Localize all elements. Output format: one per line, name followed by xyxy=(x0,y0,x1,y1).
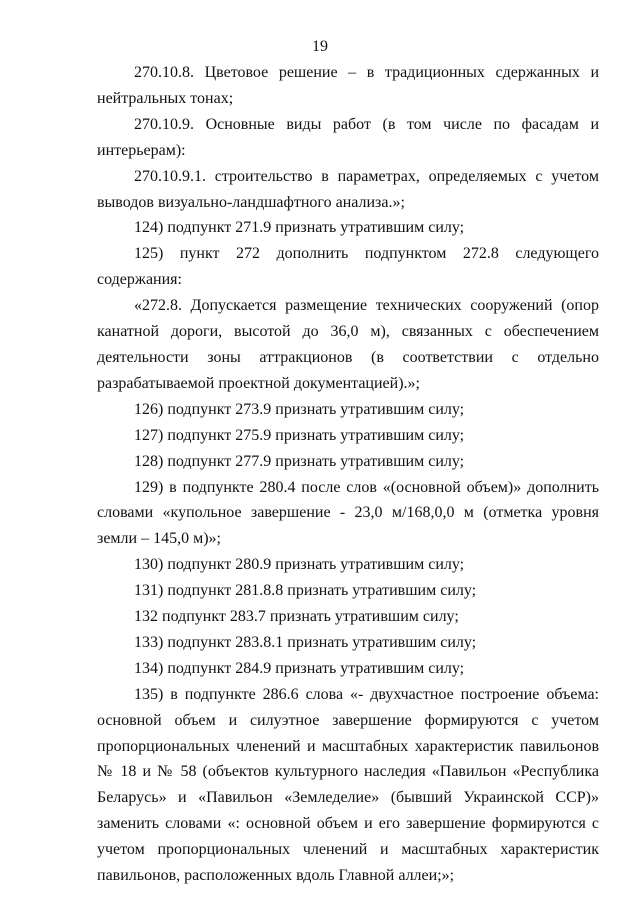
paragraph-item-126: 126) подпункт 273.9 признать утратившим силу; xyxy=(134,400,465,418)
document-body xyxy=(97,60,599,889)
paragraph-item-127: 127) подпункт 275.9 признать утратившим силу; xyxy=(134,426,465,444)
paragraph-item-124: 124) подпункт 271.9 признать утратившим силу; xyxy=(134,219,465,237)
paragraph-item-125: 125) пункт 272 дополнить подпунктом 272.8 следующего содержания: xyxy=(97,245,599,289)
paragraph-item-135: 135) в подпункте 286.6 слова «- двухчастное построение объема: основной объем и силуэтное завершение формируются с учетом пропорциональных членений и масштабных характеристик павильонов № 18 и № 58 (объектов культурного наследия «Павильон «Республика Беларусь» и «Павильон «Земледелие» (бывший Украинской ССР)» заменить словами «: основной объем и его завершение формируются с учетом пропорциональных членений и масштабных характеристик павильонов, расположенных вдоль Главной аллеи;»; xyxy=(97,685,599,885)
paragraph-270-10-9-1: 270.10.9.1. строительство в параметрах, определяемых с учетом выводов визуально-ландшафтного анализа.»; xyxy=(97,167,599,211)
paragraph-270-10-9: 270.10.9. Основные виды работ (в том числе по фасадам и интерьерам): xyxy=(97,115,599,159)
paragraph-item-134: 134) подпункт 284.9 признать утратившим силу; xyxy=(134,659,465,677)
page-number: 19 xyxy=(312,38,328,55)
paragraph-item-128: 128) подпункт 277.9 признать утратившим силу; xyxy=(134,452,465,470)
paragraph-272-8-quote: «272.8. Допускается размещение технических сооружений (опор канатной дороги, высотой до 36,0 м), связанных с обеспечением деятельности зоны аттракционов (в соответствии с отдельно разрабатываемой проектной документацией).»; xyxy=(97,297,599,392)
paragraph-item-130: 130) подпункт 280.9 признать утратившим силу; xyxy=(134,556,465,574)
paragraph-item-132: 132 подпункт 283.7 признать утратившим силу; xyxy=(134,608,459,626)
paragraph-item-131: 131) подпункт 281.8.8 признать утратившим силу; xyxy=(134,582,477,600)
paragraph-270-10-8: 270.10.8. Цветовое решение – в традиционных сдержанных и нейтральных тонах; xyxy=(97,64,599,107)
paragraph-item-133: 133) подпункт 283.8.1 признать утратившим силу; xyxy=(134,633,477,651)
paragraph-item-129: 129) в подпункте 280.4 после слов «(основной объем)» дополнить словами «купольное завершение - 23,0 м/168,0,0 м (отметка уровня земли – 145,0 м)»; xyxy=(97,478,599,548)
